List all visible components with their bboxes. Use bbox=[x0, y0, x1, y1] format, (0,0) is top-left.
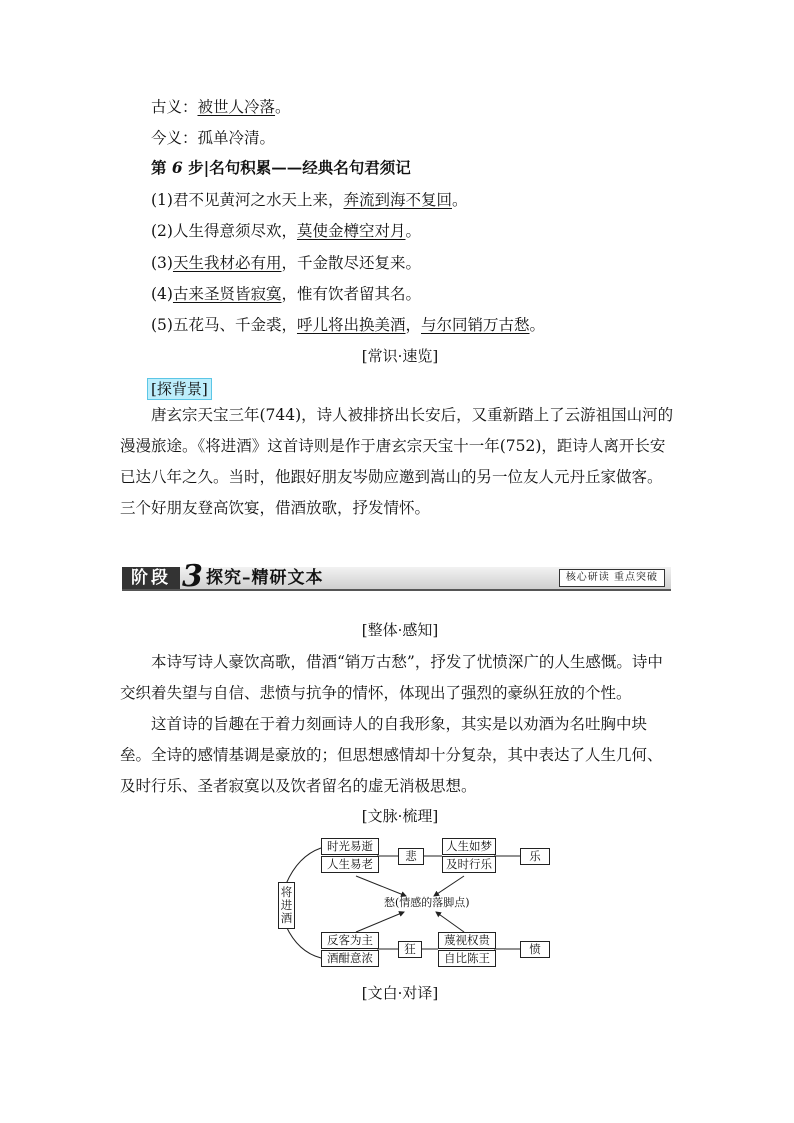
section-heading-wenmai: [文脉·梳理] bbox=[361, 807, 439, 825]
modern-meaning-line: 今义：孤单冷清。 bbox=[151, 129, 276, 147]
stage-number: 3 bbox=[182, 559, 203, 594]
background-tag: [探背景] bbox=[147, 378, 212, 400]
diagram-center-label: 愁(情感的落脚点) bbox=[384, 896, 470, 909]
stage-label: 阶段 bbox=[122, 567, 180, 589]
quote-line: (1)君不见黄河之水天上来，奔流到海不复回。 bbox=[151, 191, 468, 209]
diagram-node-anger: 愤 bbox=[520, 941, 550, 958]
quote-line: (2)人生得意须尽欢，莫使金樽空对月。 bbox=[151, 222, 421, 240]
diagram-node: 及时行乐 bbox=[442, 856, 496, 873]
background-paragraph: 唐玄宗天宝三年(744)，诗人被排挤出长安后，又重新踏上了云游祖国山河的漫漫旅途。《将进酒》这首诗则是作于唐玄宗天宝十一年(752)，距诗人离开长安已达八年之久。当时，他跟好朋友岑勋应邀到嵩山的另一位友人元丹丘家做客。三个好朋友登高饮宴，借酒放歌，抒发情怀。 bbox=[120, 406, 674, 517]
section-heading-wenbai: [文白·对译] bbox=[361, 984, 439, 1002]
diagram-root-node: 将进酒 bbox=[278, 882, 295, 929]
diagram-node: 时光易逝 bbox=[321, 838, 379, 855]
ancient-label: 古义： bbox=[151, 98, 198, 116]
diagram-node: 反客为主 bbox=[321, 932, 379, 949]
diagram-node-joy: 乐 bbox=[520, 848, 550, 865]
summary-paragraph-1: 本诗写诗人豪饮高歌，借酒“销万古愁”，抒发了忧愤深广的人生感慨。诗中交织着失望与自信、悲愤与抗争的情怀，体现出了强烈的豪纵狂放的个性。 bbox=[120, 653, 663, 702]
quote-line: (3)天生我材必有用，千金散尽还复来。 bbox=[151, 254, 421, 272]
step6-heading: 第 6 步|名句积累——经典名句君须记 bbox=[151, 158, 411, 177]
diagram-node: 人生易老 bbox=[321, 856, 379, 873]
quote-line: (5)五花马、千金裘，呼儿将出换美酒，与尔同销万古愁。 bbox=[151, 316, 546, 334]
diagram-node-sorrow: 悲 bbox=[398, 848, 424, 865]
step-number: 6 bbox=[171, 158, 183, 177]
section-heading-zhengti: [整体·感知] bbox=[361, 621, 439, 639]
stage-banner bbox=[122, 559, 671, 594]
quote-line: (4)古来圣贤皆寂寞，惟有饮者留其名。 bbox=[151, 285, 421, 303]
structure-diagram bbox=[276, 834, 556, 972]
diagram-node-wild: 狂 bbox=[398, 941, 422, 958]
diagram-node: 人生如梦 bbox=[442, 838, 496, 855]
diagram-node: 蔑视权贵 bbox=[438, 932, 496, 949]
section-heading-changshi: [常识·速览] bbox=[361, 347, 439, 365]
summary-paragraph-2: 这首诗的旨趣在于着力刻画诗人的自我形象，其实是以劝酒为名吐胸中块垒。全诗的感情基调是豪放的；但思想感情却十分复杂，其中表达了人生几何、及时行乐、圣者寂寞以及饮者留名的虚无消极思想。 bbox=[120, 715, 663, 795]
stage-subtitle-box: 核心研读 重点突破 bbox=[559, 569, 665, 587]
diagram-node: 酒酣意浓 bbox=[321, 950, 379, 967]
ancient-value: 被世人冷落 bbox=[197, 98, 276, 116]
stage-title: 探究–精研文本 bbox=[206, 568, 324, 588]
diagram-node: 自比陈王 bbox=[438, 950, 496, 967]
ancient-meaning-line: 古义：被世人冷落。 bbox=[151, 98, 291, 116]
